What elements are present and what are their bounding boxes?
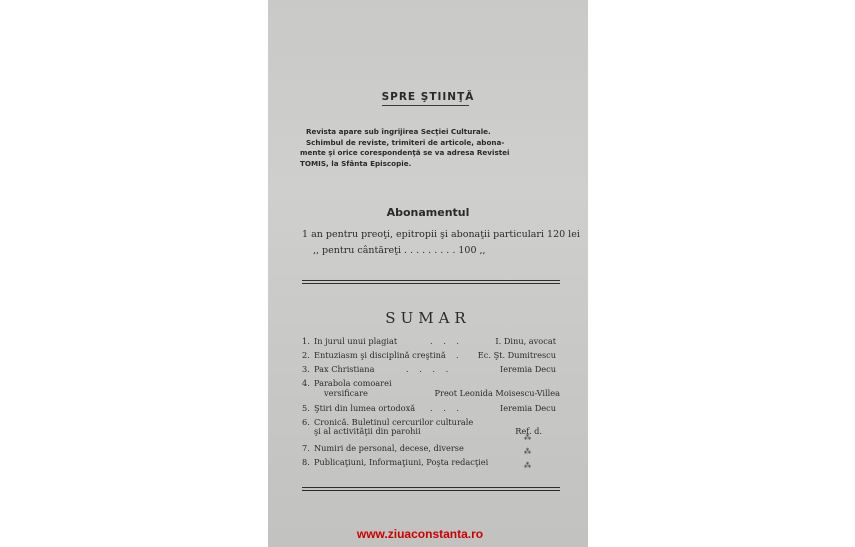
info-line: mente şi orice corespondenţă se va adresa Revistei xyxy=(300,148,510,157)
toc-number: 7. xyxy=(302,443,310,453)
toc-author: Ieremia Decu xyxy=(500,403,556,413)
info-paragraph xyxy=(300,127,558,169)
toc-number: 5. xyxy=(302,403,310,413)
contents-title: SUMAR xyxy=(385,309,471,327)
divider-rule xyxy=(302,490,560,491)
asterism-icon: ⁂ xyxy=(524,434,532,442)
toc-author: Preot Leonida Moisescu-Villea xyxy=(434,388,560,398)
toc-dots: . . . . xyxy=(406,364,453,374)
title-underline xyxy=(382,105,469,106)
divider-rule xyxy=(302,283,560,284)
subscription-title: Abonamentul xyxy=(386,206,470,219)
toc-number: 1. xyxy=(302,336,310,346)
toc-number: 4. xyxy=(302,378,310,388)
toc-number: 3. xyxy=(302,364,310,374)
toc-title: versificare xyxy=(324,388,368,398)
toc-title: In jurul unui plagiat xyxy=(314,336,398,346)
toc-title: Publicaţiuni, Informaţiuni, Poşta redacţiei xyxy=(314,457,489,467)
toc-title: Parabola comoarei xyxy=(314,378,392,388)
toc-title: Pax Christiana xyxy=(314,364,375,374)
toc-author: Ec. Şt. Dumitrescu xyxy=(477,350,556,360)
toc-title: Cronică. Buletinul cercurilor culturale xyxy=(314,417,474,427)
toc-dots: . . . xyxy=(430,403,464,413)
page-title: SPRE ŞTIINŢĂ xyxy=(381,91,475,103)
toc-title: Entuziasm şi disciplină creştină xyxy=(314,350,446,360)
asterism-icon: ⁂ xyxy=(524,448,532,456)
info-line: TOMIS, la Sfânta Episcopie. xyxy=(300,158,412,168)
subscription-line-1: 1 an pentru preoţi, epitropii şi abonaţii particulari 120 lei xyxy=(302,229,580,240)
info-line: Schimbul de reviste, trimiteri de articole, abona- xyxy=(306,137,505,147)
toc-number: 6. xyxy=(302,417,310,427)
toc-number: 2. xyxy=(302,350,310,360)
toc-title: Numiri de personal, decese, diverse xyxy=(314,443,464,453)
toc-author: Ref. d. xyxy=(515,426,542,436)
subscription-line-2: ,, pentru cântăreţi . . . . . . . . . 100 ,, xyxy=(313,245,486,256)
toc-author: Ieremia Decu xyxy=(500,364,556,374)
toc-number: 8. xyxy=(302,457,310,467)
toc-dots: . . . xyxy=(430,336,464,346)
magazine-page xyxy=(268,0,588,547)
divider-rule xyxy=(302,280,560,281)
toc-title: şi al activităţii din parohii xyxy=(314,426,421,436)
toc-title: Ştiri din lumea ortodoxă xyxy=(314,403,416,413)
toc-author: I. Dinu, avocat xyxy=(495,336,556,346)
asterism-icon: ⁂ xyxy=(524,462,532,470)
info-line: Revista apare sub îngrijirea Secţiei Culturale. xyxy=(306,127,491,136)
divider-rule xyxy=(302,487,560,488)
toc-dots: . xyxy=(456,350,463,360)
source-watermark: www.ziuaconstanta.ro xyxy=(356,527,484,541)
